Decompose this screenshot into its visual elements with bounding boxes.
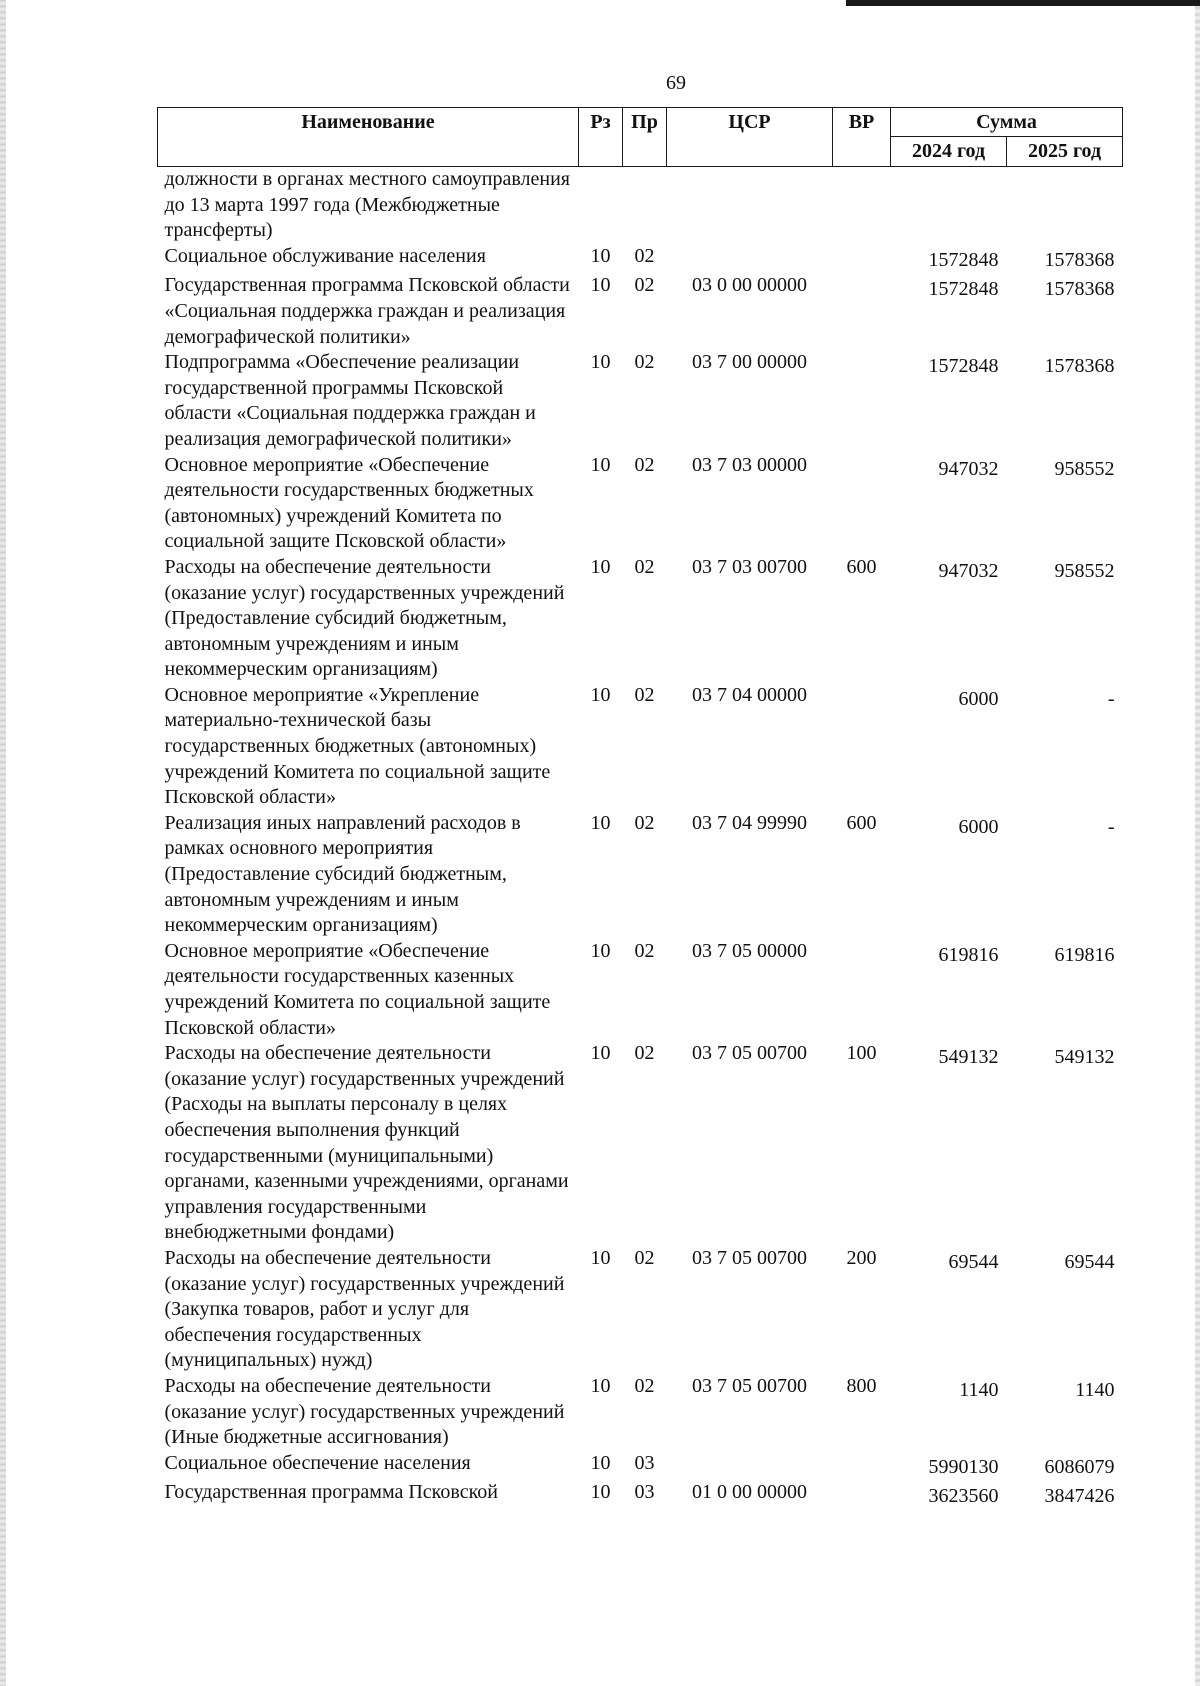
cell-name: Основное мероприятие «Обеспечение деятельности государственных бюджетных (автономных) учреждений Комитета по социальной защите Псковской области»	[164, 453, 534, 553]
cell-rz	[579, 167, 623, 244]
cell-csr: 03 7 05 00700	[692, 1374, 807, 1397]
cell-name: Государственная программа Псковской	[164, 1481, 498, 1504]
cell-rz: 10	[590, 1246, 611, 1269]
cell-rz: 10	[590, 811, 611, 834]
cell-sum-2024	[891, 167, 1007, 244]
table-row	[158, 1041, 1123, 1246]
cell-name: Подпрограмма «Обеспечение реализации государственной программы Псковской области «Социальная поддержка граждан и реализация демографической политики»	[164, 351, 536, 450]
cell-csr: 03 7 04 00000	[692, 683, 807, 706]
cell-sum-2024: 1572848	[928, 355, 999, 378]
cell-csr: 03 7 05 00700	[692, 1246, 807, 1269]
table-row	[158, 273, 1123, 350]
cell-vr	[833, 939, 891, 1041]
cell-vr: 800	[846, 1374, 877, 1397]
cell-pr: 02	[634, 351, 655, 374]
cell-rz: 10	[590, 683, 611, 706]
cell-csr: 03 7 05 00700	[692, 1042, 807, 1065]
budget-table	[157, 107, 1123, 1510]
cell-name: Основное мероприятие «Укрепление материально-технической базы государственных бюджетных (автономных) учреждений Комитета по социальной защите Псковской области»	[164, 683, 551, 809]
table-row	[158, 1246, 1123, 1374]
cell-sum-2025: -	[1107, 687, 1115, 710]
cell-csr: 03 7 03 00000	[692, 453, 807, 476]
cell-rz: 10	[590, 351, 611, 374]
scan-edge-right	[1195, 0, 1200, 1686]
cell-csr	[667, 1451, 833, 1481]
cell-pr: 02	[634, 1374, 655, 1397]
cell-sum-2025: 619816	[1054, 943, 1115, 966]
header-pr: Пр	[623, 108, 667, 167]
cell-vr	[833, 350, 891, 452]
cell-vr: 600	[846, 811, 877, 834]
cell-vr: 600	[846, 555, 877, 578]
cell-sum-2024: 947032	[938, 559, 999, 582]
cell-name: Социальное обслуживание населения	[164, 244, 486, 267]
cell-name: Расходы на обеспечение деятельности (оказание услуг) государственных учреждений (Закупка товаров, работ и услуг для обеспечения государственных (муниципальных) нужд)	[164, 1246, 565, 1372]
cell-vr	[833, 453, 891, 555]
cell-sum-2024: 619816	[938, 943, 999, 966]
table-body	[158, 167, 1123, 1510]
table-row	[158, 1374, 1123, 1451]
header-year-2024: 2024 год	[891, 137, 1007, 167]
cell-rz: 10	[590, 453, 611, 476]
cell-sum-2024: 6000	[958, 687, 999, 710]
cell-csr: 03 7 04 99990	[692, 811, 807, 834]
cell-sum-2024: 549132	[938, 1046, 999, 1069]
cell-sum-2025	[1007, 167, 1123, 244]
cell-sum-2025: 1140	[1075, 1378, 1115, 1401]
cell-sum-2025: -	[1107, 815, 1115, 838]
cell-pr: 02	[634, 274, 655, 297]
cell-sum-2025: 6086079	[1044, 1455, 1115, 1478]
cell-pr: 02	[634, 244, 655, 267]
cell-name: должности в органах местного самоуправления до 13 марта 1997 года (Межбюджетные трансферты)	[164, 168, 571, 242]
table-row	[158, 683, 1123, 811]
table-row	[158, 167, 1123, 244]
header-sum: Сумма	[891, 108, 1123, 137]
table-row	[158, 1451, 1123, 1481]
cell-vr	[833, 167, 891, 244]
cell-sum-2024: 5990130	[928, 1455, 999, 1478]
table-row	[158, 350, 1123, 452]
cell-sum-2025: 958552	[1054, 457, 1115, 480]
cell-rz: 10	[590, 244, 611, 267]
header-name: Наименование	[158, 108, 579, 167]
cell-vr	[833, 1451, 891, 1481]
cell-sum-2025: 1578368	[1044, 355, 1115, 378]
cell-sum-2025: 3847426	[1044, 1485, 1115, 1508]
cell-sum-2025: 1578368	[1044, 278, 1115, 301]
cell-vr: 200	[846, 1246, 877, 1269]
table-header	[158, 108, 1123, 167]
cell-pr: 03	[634, 1451, 655, 1474]
cell-pr: 02	[634, 453, 655, 476]
cell-sum-2025: 1578368	[1044, 248, 1115, 271]
cell-sum-2024: 3623560	[928, 1485, 999, 1508]
table-row	[158, 453, 1123, 555]
cell-csr: 03 7 05 00000	[692, 939, 807, 962]
cell-pr: 02	[634, 811, 655, 834]
cell-csr: 03 0 00 00000	[692, 274, 807, 297]
cell-rz: 10	[590, 1042, 611, 1065]
cell-csr: 01 0 00 00000	[692, 1481, 807, 1504]
cell-rz: 10	[590, 1481, 611, 1504]
cell-csr	[667, 167, 833, 244]
table-row	[158, 939, 1123, 1041]
cell-sum-2024: 947032	[938, 457, 999, 480]
scan-edge-left	[0, 0, 6, 1686]
cell-rz: 10	[590, 1374, 611, 1397]
cell-pr: 02	[634, 683, 655, 706]
cell-pr: 02	[634, 1042, 655, 1065]
cell-pr: 02	[634, 555, 655, 578]
cell-vr	[833, 244, 891, 274]
cell-sum-2024: 1572848	[928, 248, 999, 271]
cell-sum-2025: 958552	[1054, 559, 1115, 582]
cell-name: Основное мероприятие «Обеспечение деятельности государственных казенных учреждений Комитета по социальной защите Псковской области»	[164, 939, 551, 1039]
cell-rz: 10	[590, 555, 611, 578]
cell-sum-2024: 1572848	[928, 278, 999, 301]
cell-csr	[667, 244, 833, 274]
cell-rz: 10	[590, 1451, 611, 1474]
header-vr: ВР	[833, 108, 891, 167]
scan-top-bar	[846, 0, 1200, 6]
cell-sum-2025: 69544	[1064, 1250, 1115, 1273]
cell-rz: 10	[590, 939, 611, 962]
cell-name: Расходы на обеспечение деятельности (оказание услуг) государственных учреждений (Иные бюджетные ассигнования)	[164, 1374, 565, 1449]
cell-name: Реализация иных направлений расходов в рамках основного мероприятия (Предоставление субсидий бюджетным, автономным учреждениям и иным некоммерческим организациям)	[164, 811, 521, 937]
page-number: 69	[666, 72, 686, 94]
cell-pr: 02	[634, 1246, 655, 1269]
table-row	[158, 811, 1123, 939]
header-year-2025: 2025 год	[1007, 137, 1123, 167]
header-csr: ЦСР	[667, 108, 833, 167]
cell-name: Государственная программа Псковской области «Социальная поддержка граждан и реализация демографической политики»	[164, 274, 570, 348]
budget-table-container	[157, 107, 1122, 1510]
table-row	[158, 244, 1123, 274]
cell-csr: 03 7 03 00700	[692, 555, 807, 578]
cell-pr	[623, 167, 667, 244]
cell-sum-2024: 1140	[959, 1378, 999, 1401]
table-row	[158, 1480, 1123, 1510]
cell-rz: 10	[590, 274, 611, 297]
cell-csr: 03 7 00 00000	[692, 351, 807, 374]
cell-pr: 02	[634, 939, 655, 962]
cell-name: Социальное обеспечение населения	[164, 1451, 471, 1474]
cell-vr	[833, 273, 891, 350]
cell-vr	[833, 1480, 891, 1510]
cell-pr: 03	[634, 1481, 655, 1504]
cell-sum-2024: 69544	[948, 1250, 999, 1273]
cell-name: Расходы на обеспечение деятельности (оказание услуг) государственных учреждений (Расходы на выплаты персоналу в целях обеспечения выполнения функций государственными (муниципальными) органами, казенными учреждениями, органами управления государственными внебюджетными фондами)	[164, 1042, 569, 1244]
cell-sum-2025: 549132	[1054, 1046, 1115, 1069]
table-row	[158, 555, 1123, 683]
header-rz: Рз	[579, 108, 623, 167]
cell-name: Расходы на обеспечение деятельности (оказание услуг) государственных учреждений (Предоставление субсидий бюджетным, автономным учреждениям и иным некоммерческим организациям)	[164, 555, 565, 681]
cell-vr: 100	[846, 1042, 877, 1065]
cell-vr	[833, 683, 891, 811]
cell-sum-2024: 6000	[958, 815, 999, 838]
